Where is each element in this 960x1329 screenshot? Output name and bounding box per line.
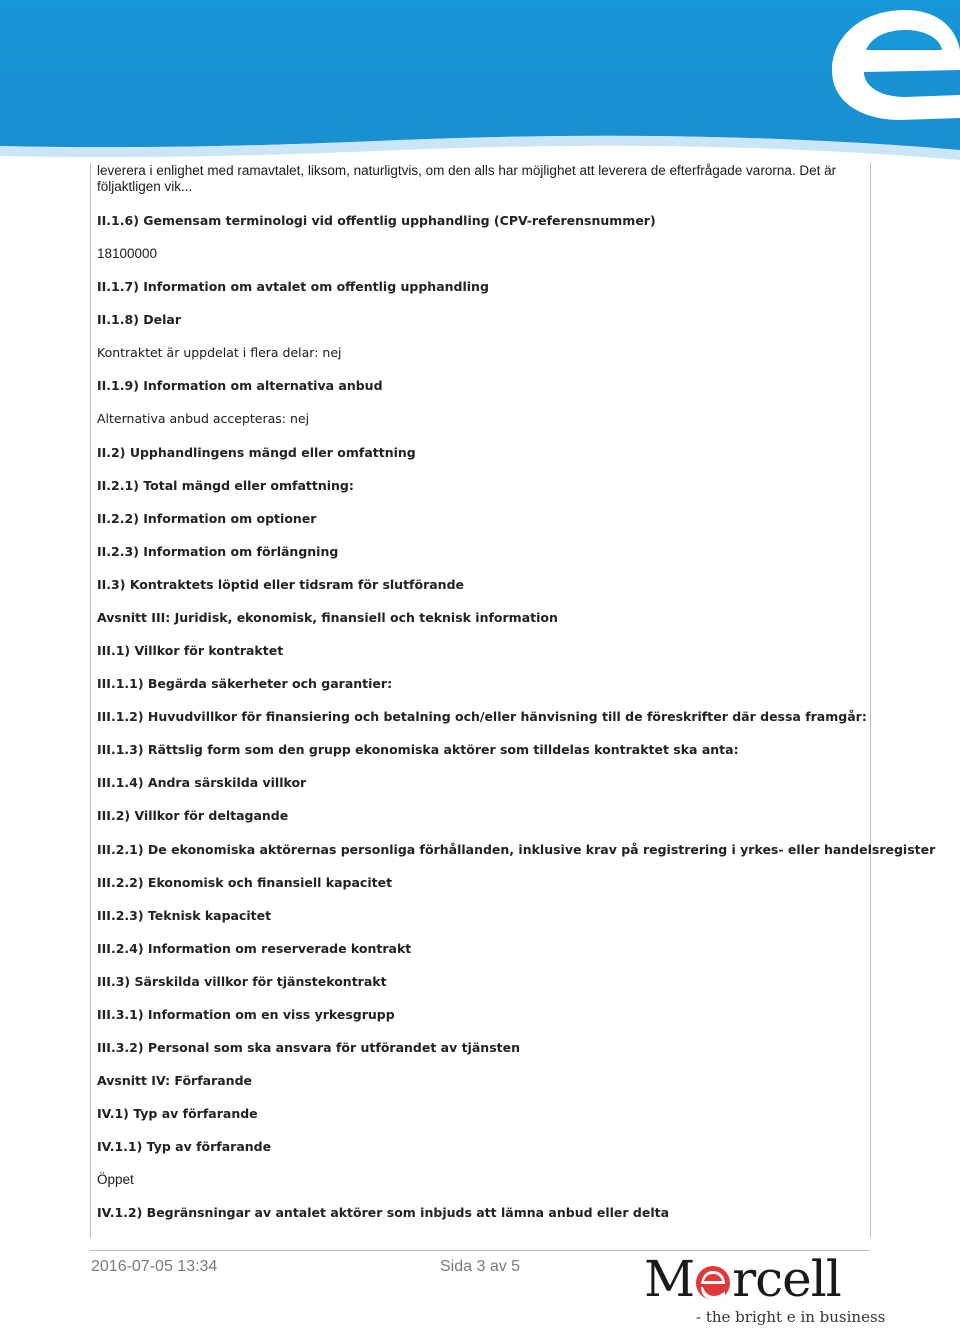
section-heading: III.3) Särskilda villkor för tjänstekontrakt [97, 974, 387, 989]
section-heading: III.2.1) De ekonomiska aktörernas personliga förhållanden, inklusive krav på registrering i yrkes- eller handelsregister [97, 842, 936, 857]
section-heading: III.2.3) Teknisk kapacitet [97, 908, 272, 923]
section-heading: II.1.8) Delar [97, 312, 181, 327]
header-wave [0, 0, 960, 160]
logo-letters-rcell: rcell [732, 1250, 841, 1308]
section-heading: II.2) Upphandlingens mängd eller omfattning [97, 445, 416, 460]
section-heading: III.1) Villkor för kontraktet [97, 643, 284, 658]
mercell-logo [644, 1250, 886, 1328]
section-value: 18100000 [97, 246, 158, 261]
footer-date: 2016-07-05 13:34 [91, 1258, 218, 1275]
section-heading: III.3.1) Information om en viss yrkesgrupp [97, 1007, 395, 1022]
header-banner [0, 0, 960, 160]
section-heading: III.1.1) Begärda säkerheter och garantier: [97, 676, 393, 691]
logo-tagline: - the bright e in business [696, 1308, 886, 1326]
footer-page-number: Sida 3 av 5 [440, 1258, 521, 1275]
section-heading: II.2.2) Information om optioner [97, 511, 317, 526]
section-value: Alternativa anbud accepteras: nej [97, 411, 310, 426]
section-heading: Avsnitt IV: Förfarande [97, 1073, 252, 1088]
section-heading: III.1.4) Andra särskilda villkor [97, 775, 307, 790]
section-value: Öppet [97, 1172, 134, 1187]
section-heading: II.2.3) Information om förlängning [97, 544, 339, 559]
section-heading: III.2.2) Ekonomisk och finansiell kapacitet [97, 875, 393, 890]
section-heading: III.3.2) Personal som ska ansvara för utförandet av tjänsten [97, 1040, 520, 1055]
section-heading: III.2) Villkor för deltagande [97, 808, 289, 823]
section-heading: III.2.4) Information om reserverade kontrakt [97, 941, 412, 956]
section-heading: II.3) Kontraktets löptid eller tidsram för slutförande [97, 577, 465, 592]
section-heading: IV.1.2) Begränsningar av antalet aktörer som inbjuds att lämna anbud eller delta [97, 1205, 670, 1220]
section-heading: IV.1) Typ av förfarande [97, 1106, 258, 1121]
section-heading: II.2.1) Total mängd eller omfattning: [97, 478, 354, 493]
section-value: Kontraktet är uppdelat i flera delar: nej [97, 345, 342, 360]
intro-paragraph: leverera i enlighet med ramavtalet, liksom, naturligtvis, om den alls har möjlighet att leverera de efterfrågade varorna. Det är följaktligen vik... [97, 163, 837, 194]
section-heading: Avsnitt III: Juridisk, ekonomisk, finansiell och teknisk information [97, 610, 558, 625]
logo-letter-m: M [644, 1250, 695, 1308]
section-heading: II.1.7) Information om avtalet om offentlig upphandling [97, 279, 489, 294]
section-heading: III.1.3) Rättslig form som den grupp ekonomiska aktörer som tilldelas kontraktet ska anta: [97, 742, 739, 757]
section-heading: III.1.2) Huvudvillkor för finansiering och betalning och/eller hänvisning till de föreskrifter där dessa framgår: [97, 709, 867, 724]
section-heading: II.1.6) Gemensam terminologi vid offentlig upphandling (CPV-referensnummer) [97, 213, 656, 228]
section-heading: II.1.9) Information om alternativa anbud [97, 378, 383, 393]
mercell-logo-e-icon [694, 1258, 732, 1298]
section-heading: IV.1.1) Typ av förfarande [97, 1139, 272, 1154]
